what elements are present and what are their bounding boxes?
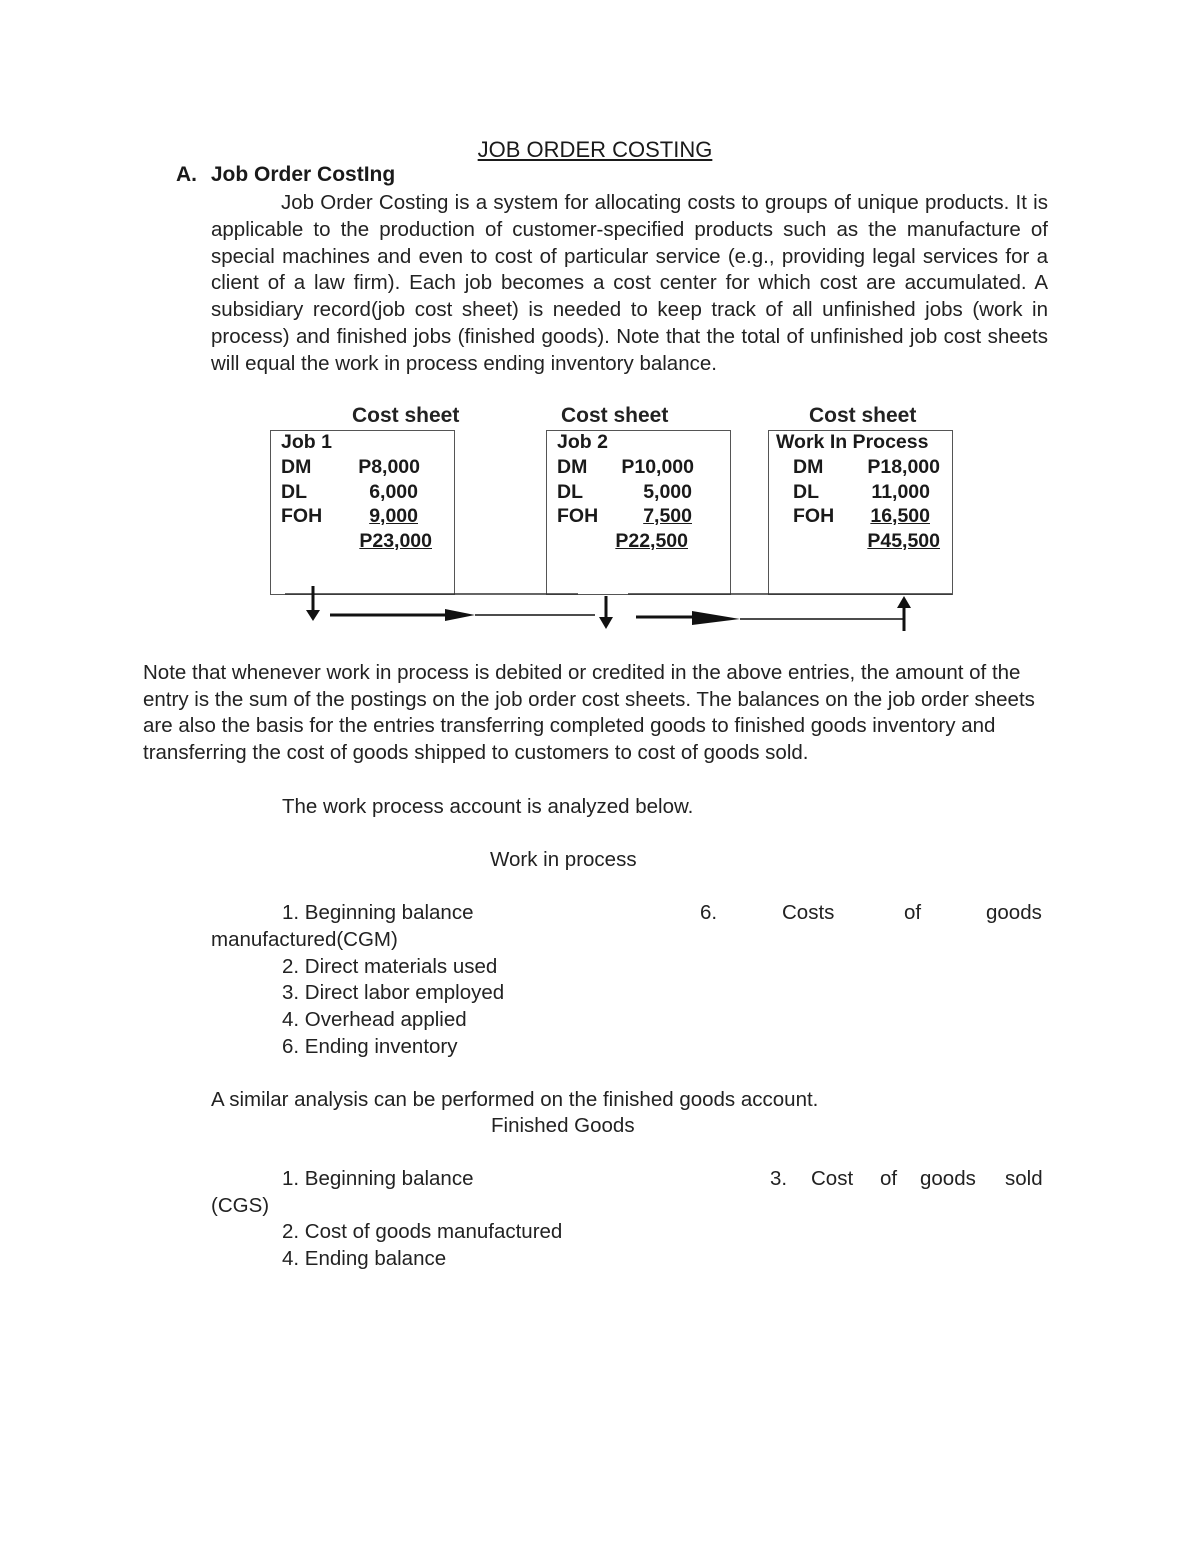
cost-sheet-label-2: Cost sheet <box>561 404 669 427</box>
dl-label: DL <box>281 481 307 503</box>
right-arrow-2-head <box>692 611 740 625</box>
fg-debit-item: 4. Ending balance <box>282 1247 447 1270</box>
foh-label: FOH <box>793 505 835 527</box>
foh-value: 7,500 <box>643 505 692 527</box>
dm-label: DM <box>793 456 824 478</box>
wip-debit-item: 6. Ending inventory <box>282 1035 458 1058</box>
fg-credit-part: goods <box>920 1167 976 1190</box>
sheet-name: Job 2 <box>557 431 608 453</box>
fg-credit-part: of <box>880 1167 898 1190</box>
total-value: P23,000 <box>359 530 432 552</box>
down-arrow-1-head <box>306 610 320 621</box>
fg-credit-part: sold <box>1005 1167 1043 1190</box>
foh-value: 9,000 <box>369 505 418 527</box>
wip-credit-part: Costs <box>782 901 835 924</box>
fg-title: Finished Goods <box>491 1114 635 1137</box>
wip-credit-part: of <box>904 901 922 924</box>
note-paragraph: Note that whenever work in process is debited or credited in the above entries, the amount of the entry is the sum of the postings on the job order cost sheets. The balances on the job order sheets are also the basis for the entries transferring completed goods to finished goods inventory and transferring the cost of goods shipped to customers to cost of goods sold. <box>143 661 1035 764</box>
right-arrow-1-head <box>445 609 475 621</box>
sheet-name: Work In Process <box>776 431 929 453</box>
wip-title: Work in process <box>490 848 637 871</box>
fg-debit-item: 2. Cost of goods manufactured <box>282 1220 563 1243</box>
total-value: P45,500 <box>867 530 940 552</box>
wip-credit-part: 6. <box>700 901 718 924</box>
cost-sheet-label-3: Cost sheet <box>809 404 917 427</box>
down-arrow-2-head <box>599 617 613 629</box>
fg-credit-continuation: (CGS) <box>211 1194 270 1217</box>
dl-label: DL <box>793 481 819 503</box>
wip-intro: The work process account is analyzed below. <box>282 795 694 818</box>
foh-label: FOH <box>557 505 599 527</box>
dl-value: 5,000 <box>643 481 692 503</box>
dm-label: DM <box>557 456 588 478</box>
fg-credit-part: 3. <box>770 1167 788 1190</box>
dm-value: P8,000 <box>358 456 420 478</box>
fg-debit-item: 1. Beginning balance <box>282 1167 474 1190</box>
dl-label: DL <box>557 481 583 503</box>
wip-credit-continuation: manufactured(CGM) <box>211 928 398 951</box>
dm-value: P10,000 <box>621 456 694 478</box>
cost-sheet-label-1: Cost sheet <box>352 404 460 427</box>
foh-label: FOH <box>281 505 323 527</box>
dl-value: 6,000 <box>369 481 418 503</box>
page-title: JOB ORDER COSTING <box>477 137 713 162</box>
wip-credit-part: goods <box>986 901 1042 924</box>
total-value: P22,500 <box>615 530 688 552</box>
up-arrow-head <box>897 596 911 608</box>
foh-value: 16,500 <box>870 505 930 527</box>
wip-debit-item: 4. Overhead applied <box>282 1008 467 1031</box>
dm-label: DM <box>281 456 312 478</box>
section-heading-text: Job Order CostIng <box>210 163 396 186</box>
wip-debit-item: 1. Beginning balance <box>282 901 474 924</box>
section-letter: A. <box>176 163 197 186</box>
wip-debit-item: 2. Direct materials used <box>282 955 498 978</box>
dm-value: P18,000 <box>867 456 940 478</box>
fg-intro: A similar analysis can be performed on the finished goods account. <box>211 1088 819 1111</box>
intro-paragraph-text: Job Order Costing is a system for allocating costs to groups of unique products. It is applicable to the production of customer-specified products such as the manufacture of special machines and even to cost of particular service (e.g., providing legal services for a client of a law firm). Each job becomes a cost center for which cost are accumulated. A subsidiary record(job cost sheet) is needed to keep track of all unfinished jobs (work in process) and finished jobs (finished goods). Note that the total of unfinished job cost sheets will equal the work in process ending inventory balance. <box>211 191 1048 375</box>
dl-value: 11,000 <box>871 481 930 503</box>
sheet-name: Job 1 <box>281 431 332 453</box>
fg-credit-part: Cost <box>811 1167 854 1190</box>
wip-debit-item: 3. Direct labor employed <box>282 981 505 1004</box>
